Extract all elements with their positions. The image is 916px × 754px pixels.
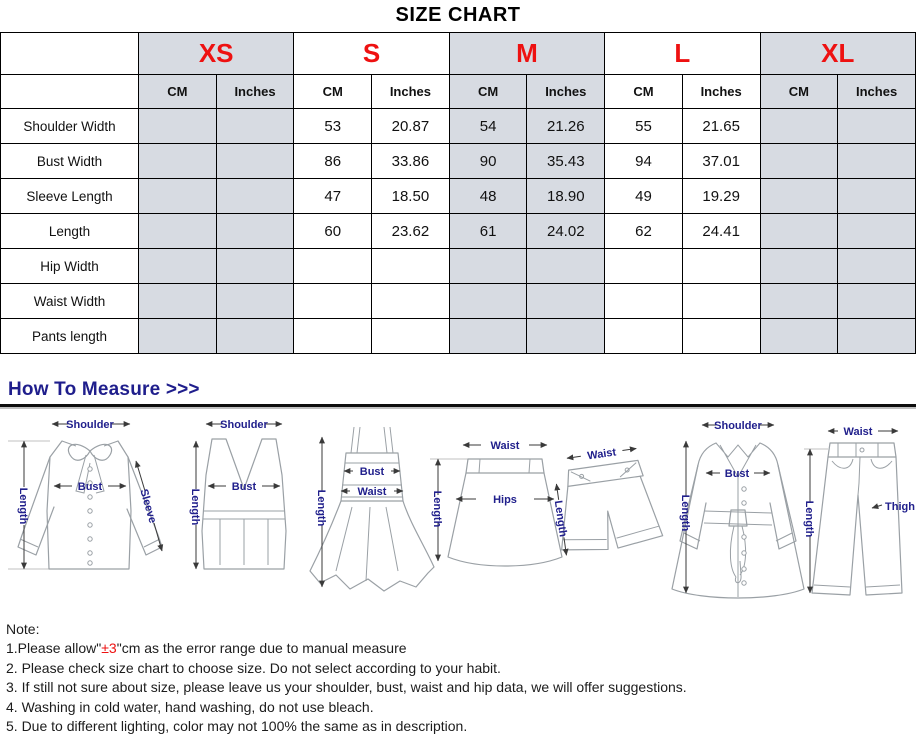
value-cell — [838, 214, 916, 249]
value-cell — [139, 284, 217, 319]
coat-bust-label: Bust — [724, 468, 750, 480]
value-cell — [294, 284, 372, 319]
value-cell — [372, 319, 450, 354]
pants-waist-label: Waist — [843, 426, 873, 438]
error-range-value: ±3 — [101, 640, 117, 657]
value-cell — [139, 319, 217, 354]
value-cell: 35.43 — [527, 144, 605, 179]
value-cell — [605, 319, 683, 354]
unit-header-cm: CM — [139, 75, 217, 109]
how-to-measure-diagram — [0, 411, 916, 616]
value-cell — [216, 144, 294, 179]
unit-header-row — [1, 75, 916, 109]
value-cell: 21.26 — [527, 109, 605, 144]
value-cell — [682, 319, 760, 354]
page-title: SIZE CHART — [395, 4, 521, 26]
coat-length-label: Length — [679, 494, 691, 532]
value-cell: 49 — [605, 179, 683, 214]
slip-dress-length-label: Length — [315, 489, 327, 527]
value-cell — [760, 144, 838, 179]
value-cell — [760, 179, 838, 214]
unit-header-cm: CM — [294, 75, 372, 109]
note-line-4: 4. Washing in cold water, hand washing, do not use bleach. — [6, 698, 374, 715]
size-header-xl: XL — [760, 33, 916, 75]
value-cell — [216, 319, 294, 354]
tank-top-figure — [189, 419, 286, 569]
row-label: Shoulder Width — [1, 109, 139, 144]
value-cell: 18.90 — [527, 179, 605, 214]
value-cell: 18.50 — [372, 179, 450, 214]
slip-dress-bust-label: Bust — [359, 466, 385, 478]
row-label: Bust Width — [1, 144, 139, 179]
value-cell: 48 — [449, 179, 527, 214]
measurement-row — [1, 319, 916, 354]
value-cell — [682, 284, 760, 319]
value-cell — [372, 249, 450, 284]
unit-header-cm: CM — [449, 75, 527, 109]
blouse-figure — [8, 419, 162, 569]
value-cell: 54 — [449, 109, 527, 144]
value-cell — [527, 319, 605, 354]
value-cell — [294, 319, 372, 354]
value-cell — [838, 319, 916, 354]
value-cell — [139, 144, 217, 179]
value-cell: 19.29 — [682, 179, 760, 214]
value-cell — [838, 284, 916, 319]
tank-bust-label: Bust — [231, 481, 257, 493]
value-cell — [449, 284, 527, 319]
value-cell — [838, 144, 916, 179]
unit-header-inches: Inches — [838, 75, 916, 109]
size-header-xs: XS — [139, 33, 294, 75]
blouse-bust-label: Bust — [77, 481, 103, 493]
corner-cell — [1, 75, 139, 109]
value-cell: 61 — [449, 214, 527, 249]
size-header-s: S — [294, 33, 449, 75]
value-cell: 20.87 — [372, 109, 450, 144]
value-cell: 53 — [294, 109, 372, 144]
value-cell — [139, 109, 217, 144]
unit-header-inches: Inches — [682, 75, 760, 109]
value-cell: 24.02 — [527, 214, 605, 249]
skirt-hips-label: Hips — [493, 494, 517, 506]
pants-length-label: Length — [803, 500, 815, 538]
value-cell — [760, 319, 838, 354]
measurement-row — [1, 284, 916, 319]
measurement-row — [1, 179, 916, 214]
value-cell — [294, 249, 372, 284]
value-cell — [838, 109, 916, 144]
row-label: Sleeve Length — [1, 179, 139, 214]
size-header-l: L — [605, 33, 760, 75]
value-cell — [139, 214, 217, 249]
size-header-row — [1, 33, 916, 75]
section-divider — [0, 404, 916, 407]
value-cell — [760, 214, 838, 249]
value-cell: 62 — [605, 214, 683, 249]
note-line-2: 2. Please check size chart to choose size. Do not select according to your habit. — [6, 659, 501, 676]
blouse-length-label: Length — [17, 487, 29, 525]
blouse-shoulder-label: Shoulder — [66, 419, 114, 431]
value-cell — [216, 214, 294, 249]
value-cell — [216, 284, 294, 319]
row-label: Pants length — [1, 319, 139, 354]
how-to-measure-heading: How To Measure >>> — [8, 379, 200, 400]
blouse-sleeve-label: Sleeve — [137, 487, 159, 525]
value-cell — [838, 249, 916, 284]
size-header-m: M — [449, 33, 604, 75]
unit-header-inches: Inches — [372, 75, 450, 109]
measurement-row — [1, 109, 916, 144]
value-cell: 37.01 — [682, 144, 760, 179]
row-label: Length — [1, 214, 139, 249]
value-cell — [449, 249, 527, 284]
value-cell: 33.86 — [372, 144, 450, 179]
row-label: Waist Width — [1, 284, 139, 319]
value-cell — [682, 249, 760, 284]
shorts-figure — [545, 442, 663, 557]
notes-section — [6, 620, 916, 736]
value-cell — [760, 109, 838, 144]
value-cell: 60 — [294, 214, 372, 249]
corner-cell — [1, 33, 139, 75]
value-cell — [216, 109, 294, 144]
value-cell — [838, 179, 916, 214]
row-label: Hip Width — [1, 249, 139, 284]
shorts-waist-label: Waist — [586, 446, 617, 463]
value-cell: 55 — [605, 109, 683, 144]
value-cell: 23.62 — [372, 214, 450, 249]
value-cell — [139, 179, 217, 214]
value-cell — [216, 249, 294, 284]
coat-shoulder-label: Shoulder — [714, 420, 762, 432]
value-cell — [760, 284, 838, 319]
unit-header-cm: CM — [760, 75, 838, 109]
value-cell: 86 — [294, 144, 372, 179]
measurement-row — [1, 214, 916, 249]
coat-figure — [672, 420, 804, 598]
value-cell — [372, 284, 450, 319]
slip-dress-waist-label: Waist — [357, 486, 387, 498]
value-cell — [760, 249, 838, 284]
value-cell — [605, 249, 683, 284]
value-cell — [449, 319, 527, 354]
value-cell: 94 — [605, 144, 683, 179]
unit-header-cm: CM — [605, 75, 683, 109]
skirt-figure — [430, 440, 562, 566]
value-cell: 24.41 — [682, 214, 760, 249]
note-line-3: 3. If still not sure about size, please leave us your shoulder, bust, waist and hip data, we will offer suggestions. — [6, 679, 687, 696]
pants-figure — [803, 426, 915, 595]
value-cell — [527, 284, 605, 319]
value-cell: 90 — [449, 144, 527, 179]
unit-header-inches: Inches — [527, 75, 605, 109]
measurement-row — [1, 144, 916, 179]
slip-dress-figure — [310, 427, 434, 591]
note-line-1: 1.Please allow"±3"cm as the error range due to manual measure — [6, 640, 407, 657]
size-chart-table — [0, 32, 916, 354]
measurement-row — [1, 249, 916, 284]
value-cell — [605, 284, 683, 319]
skirt-length-label: Length — [431, 490, 443, 528]
tank-length-label: Length — [189, 488, 201, 526]
value-cell — [527, 249, 605, 284]
value-cell: 47 — [294, 179, 372, 214]
unit-header-inches: Inches — [216, 75, 294, 109]
value-cell — [139, 249, 217, 284]
skirt-waist-label: Waist — [490, 440, 520, 452]
tank-shoulder-label: Shoulder — [220, 419, 268, 431]
shorts-length-label: Length — [551, 499, 569, 538]
pants-thigh-label: Thigh — [885, 501, 915, 513]
notes-title: Note: — [6, 621, 40, 637]
value-cell — [216, 179, 294, 214]
note-line-5: 5. Due to different lighting, color may not 100% the same as in description. — [6, 718, 468, 735]
value-cell: 21.65 — [682, 109, 760, 144]
